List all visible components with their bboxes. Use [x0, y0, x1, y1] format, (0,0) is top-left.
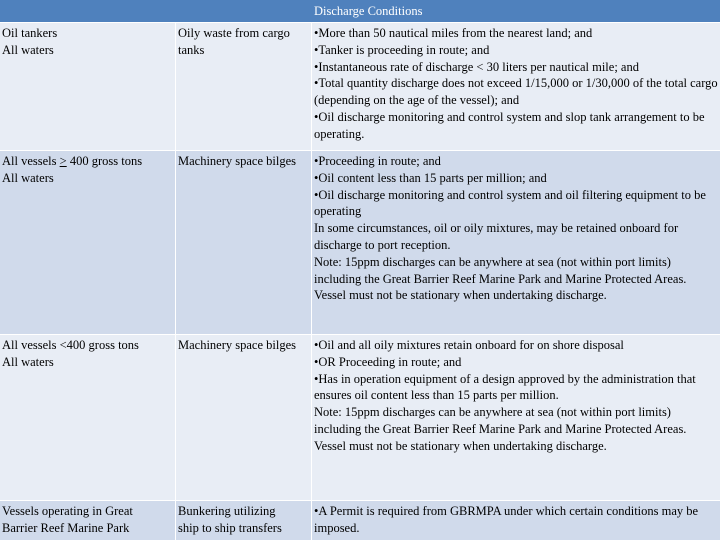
vessel-type-text: Oil tankers	[2, 26, 58, 40]
table-row	[0, 151, 720, 334]
condition-item: •Total quantity discharge does not exceed 1/15,000 or 1/30,000 of the total cargo (depending on the age of the vessel); and	[314, 76, 718, 108]
condition-item: •Tanker is proceeding in route; and	[314, 42, 490, 57]
discharge-type-cell	[178, 337, 312, 354]
condition-item: •Proceeding in route; and	[314, 154, 441, 168]
vessel-type-cell	[2, 503, 174, 537]
condition-item: •More than 50 nautical miles from the nearest land; and	[314, 26, 593, 40]
condition-item: •Oil discharge monitoring and control system and oil filtering equipment to be operating	[314, 187, 706, 219]
condition-item: •Has in operation equipment of a design approved by the administration that ensures oil content less than 15 parts per million.	[314, 371, 696, 403]
discharge-type-text: Oily waste from cargo	[178, 26, 290, 40]
condition-item: •Oil discharge monitoring and control system and slop tank arrangement to be operating.	[314, 109, 705, 141]
area-text: All waters	[2, 42, 54, 57]
vessel-type-text	[2, 153, 174, 170]
condition-item: •Oil content less than 15 parts per million; and	[314, 170, 547, 185]
conditions-cell	[314, 337, 720, 455]
table-row	[0, 23, 720, 150]
table-row	[0, 335, 720, 500]
area-text: All waters	[2, 170, 54, 185]
vessel-type-cell	[2, 337, 174, 371]
condition-item: •Oil and all oily mixtures retain onboard for on shore disposal	[314, 338, 624, 352]
discharge-type-text: ship to ship transfers	[178, 520, 282, 535]
column-title-discharge-conditions: Discharge Conditions	[314, 4, 423, 18]
condition-item: •Instantaneous rate of discharge < 30 liters per nautical mile; and	[314, 59, 639, 74]
area-text: All waters	[2, 354, 54, 369]
vessel-type-suffix: 400 gross tons	[66, 154, 143, 168]
discharge-type-text: Machinery space bilges	[178, 154, 297, 168]
conditions-cell	[314, 503, 720, 537]
discharge-type-cell	[178, 25, 312, 59]
discharge-type-text: tanks	[178, 42, 205, 57]
vessel-type-text: All vessels <400 gross tons	[2, 338, 139, 352]
column-divider	[311, 22, 312, 540]
condition-item: In some circumstances, oil or oily mixtures, may be retained onboard for discharge to port reception.	[314, 221, 679, 252]
vessel-type-text: Vessels operating in Great	[2, 504, 133, 518]
discharge-type-text: Machinery space bilges	[178, 338, 297, 352]
greater-or-equal-symbol: >	[59, 154, 67, 168]
column-divider	[175, 22, 176, 540]
vessel-type-prefix: All vessels	[2, 154, 60, 168]
discharge-type-text: Bunkering utilizing	[178, 504, 276, 518]
vessel-type-text: Barrier Reef Marine Park	[2, 520, 130, 535]
table-header-row	[0, 0, 720, 22]
discharge-type-cell	[178, 153, 312, 170]
condition-item: •A Permit is required from GBRMPA under which certain conditions may be imposed.	[314, 504, 699, 535]
conditions-cell	[314, 153, 720, 304]
conditions-cell	[314, 25, 720, 143]
vessel-type-cell	[2, 25, 174, 59]
vessel-type-cell	[2, 153, 174, 187]
condition-note: Note: 15ppm discharges can be anywhere at sea (not within port limits) including the Great Barrier Reef Marine Park and Marine Protected Areas. Vessel must not be stationary when undertaking discharge.	[314, 254, 687, 303]
condition-item: •OR Proceeding in route; and	[314, 354, 462, 369]
discharge-type-cell	[178, 503, 312, 537]
table-row	[0, 501, 720, 540]
condition-note: Note: 15ppm discharges can be anywhere at sea (not within port limits) including the Great Barrier Reef Marine Park and Marine Protected Areas. Vessel must not be stationary when undertaking discharge.	[314, 405, 687, 453]
